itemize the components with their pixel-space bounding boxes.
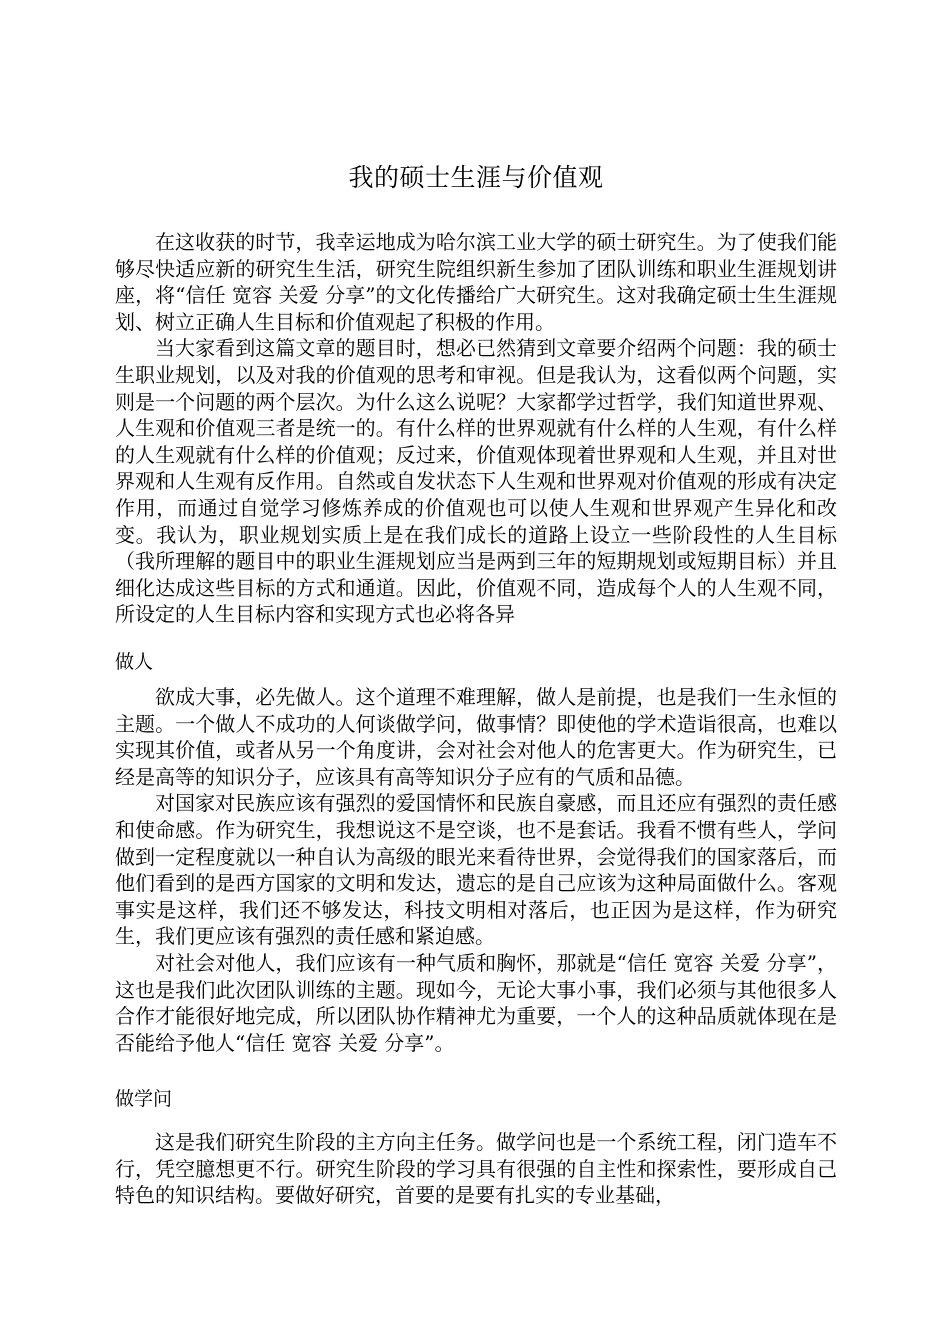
- zuoren-paragraph-1: 欲成大事，必先做人。这个道理不难理解，做人是前提，也是我们一生永恒的主题。一个做人不成功的人何谈做学问，做事情？即使他的学术造诣很高，也难以实现其价值，或者从另一个角度讲，会对社会对他人的危害更大。作为研究生，已经是高等的知识分子，应该具有高等知识分子应有的气质和品德。: [115, 685, 837, 789]
- xuewen-section: [115, 1129, 837, 1209]
- document-title: 我的硕士生涯与价值观: [348, 163, 604, 192]
- zuoren-paragraph-2: 对国家对民族应该有强烈的爱国情怀和民族自豪感，而且还应有强烈的责任感和使命感。作为研究生，我想说这不是空谈，也不是套话。我看不惯有些人，学问做到一定程度就以一种自认为高级的眼光来看待世界，会觉得我们的国家落后，而他们看到的是西方国家的文明和发达，遗忘的是自己应该为这种局面做什么。客观事实是这样，我们还不够发达，科技文明相对落后，也正因为是这样，作为研究生，我们更应该有强烈的责任感和紧迫感。: [115, 791, 837, 949]
- zuoren-section: [115, 684, 837, 1056]
- xuewen-paragraph-1: 这是我们研究生阶段的主方向主任务。做学问也是一个系统工程，闭门造车不行，凭空臆想更不行。研究生阶段的学习具有很强的自主性和探索性，要形成自己特色的知识结构。要做好研究，首要的是要有扎实的专业基础，: [115, 1130, 837, 1208]
- intro-section: [115, 229, 837, 628]
- intro-paragraph-2: 当大家看到这篇文章的题目时，想必已然猜到文章要介绍两个问题：我的硕士生职业规划，以及对我的价值观的思考和审视。但是我认为，这看似两个问题，实则是一个问题的两个层次。为什么这么说呢？大家都学过哲学，我们知道世界观、人生观和价值观三者是统一的。有什么样的世界观就有什么样的人生观，有什么样的人生观就有什么样的价值观；反过来，价值观体现着世界观和人生观，并且对世界观和人生观有反作用。自然或自发状态下人生观和世界观对价值观的形成有决定作用，而通过自觉学习修炼养成的价值观也可以使人生观和世界观产生异化和改变。我认为，职业规划实质上是在我们成长的道路上设立一些阶段性的人生目标（我所理解的题目中的职业生涯规划应当是两到三年的短期规划或短期目标）并且细化达成这些目标的方式和通道。因此，价值观不同，造成每个人的人生观不同，所设定的人生目标内容和实现方式也必将各异: [115, 336, 837, 627]
- intro-paragraph-1: 在这收获的时节，我幸运地成为哈尔滨工业大学的硕士研究生。为了使我们能够尽快适应新的研究生生活，研究生院组织新生参加了团队训练和职业生涯规划讲座，将“信任 宽容 关爱 分享”的文化传播给广大研究生。这对我确定硕士生生涯规划、树立正确人生目标和价值观起了积极的作用。: [115, 230, 837, 334]
- zuoren-paragraph-3: 对社会对他人，我们应该有一种气质和胸怀，那就是“信任 宽容 关爱 分享”，这也是我们此次团队训练的主题。现如今，无论大事小事，我们必须与其他很多人合作才能很好地完成，所以团队协作精神尤为重要，一个人的这种品质就体现在是否能给予他人“信任 宽容 关爱 分享”。: [115, 950, 837, 1055]
- section-heading-xuewen: 做学问: [115, 1088, 173, 1110]
- section-heading-zuoren: 做人: [115, 651, 154, 673]
